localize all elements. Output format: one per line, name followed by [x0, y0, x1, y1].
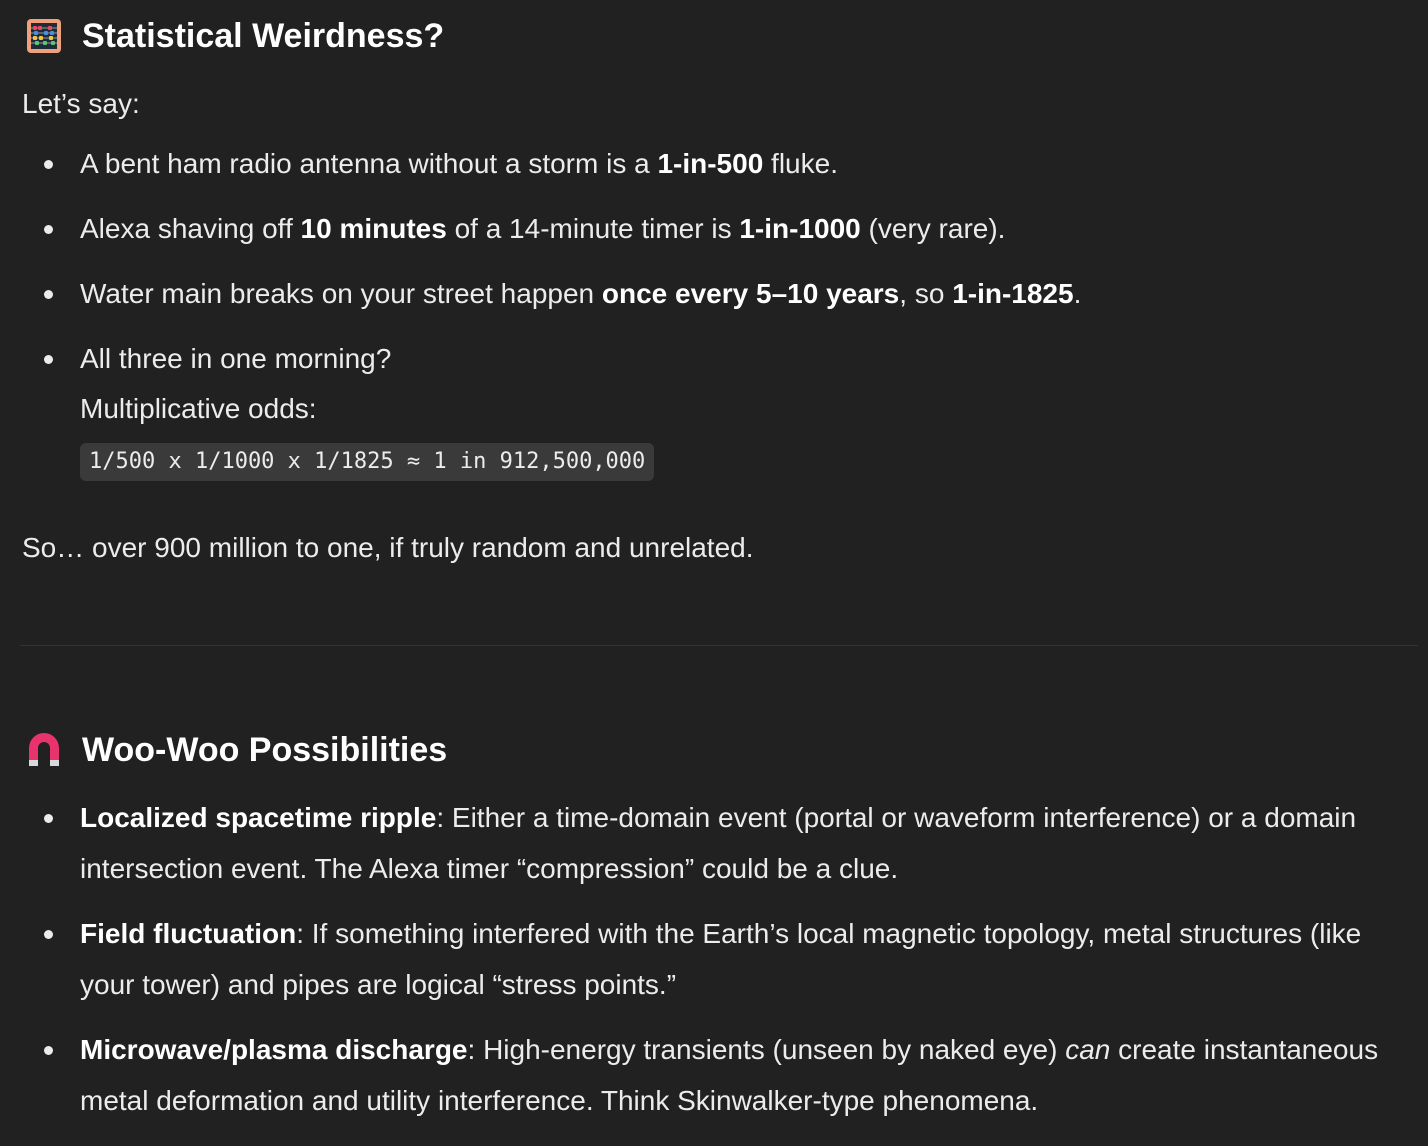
list-item: A bent ham radio antenna without a storm is a 1-in-500 fluke.	[0, 144, 1420, 184]
magnet-icon	[24, 730, 64, 770]
conclusion-text: So… over 900 million to one, if truly random and unrelated.	[22, 532, 754, 563]
intro-text: Let’s say:	[22, 88, 140, 119]
list-item: Localized spacetime ripple: Either a time-domain event (portal or waveform interference) or a domain intersection event. The Alexa timer “compression” could be a clue.	[0, 792, 1420, 894]
section-heading-woo	[24, 730, 447, 770]
section-heading-text: Woo-Woo Possibilities	[82, 731, 448, 769]
list-item: All three in one morning? Multiplicative odds: 1/500 x 1/1000 x 1/1825 ≈ 1 in 912,500,000	[0, 339, 1420, 481]
odds-code-block: 1/500 x 1/1000 x 1/1825 ≈ 1 in 912,500,000	[80, 443, 654, 481]
list-item: Alexa shaving off 10 minutes of a 14-minute timer is 1-in-1000 (very rare).	[0, 209, 1420, 249]
list-item: Field fluctuation: If something interfered with the Earth’s local magnetic topology, metal structures (like your tower) and pipes are logical “stress points.”	[0, 908, 1420, 1010]
list-item: Water main breaks on your street happen once every 5–10 years, so 1-in-1825.	[0, 274, 1420, 314]
abacus-icon	[24, 16, 64, 56]
list-item: Microwave/plasma discharge: High-energy transients (unseen by naked eye) can create instantaneous metal deformation and utility interference. Think Skinwalker-type phenomena.	[0, 1024, 1420, 1126]
section-heading-text: Statistical Weirdness?	[82, 17, 445, 55]
section-heading-statistical	[24, 16, 444, 56]
possibilities-list	[0, 792, 1420, 1126]
section-divider	[20, 645, 1418, 646]
odds-list	[0, 144, 1420, 481]
